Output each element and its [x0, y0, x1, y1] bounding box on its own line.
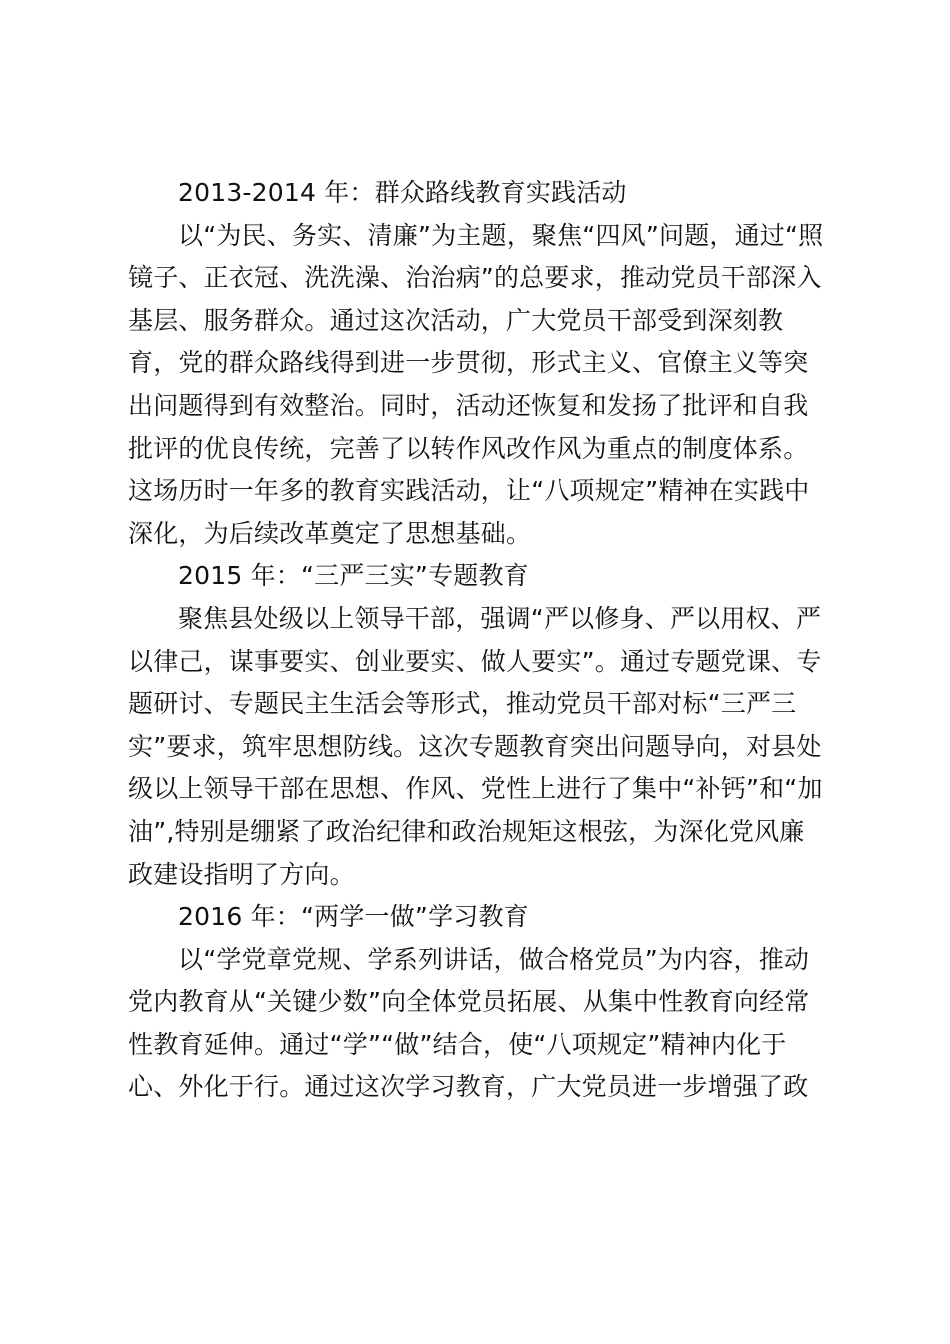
section-heading-2013-2014: 2013-2014 年：群众路线教育实践活动 — [178, 178, 627, 207]
paragraph-line: 心、外化于行。通过这次学习教育，广大党员进一步增强了政 — [128, 1072, 809, 1102]
paragraph-line: 这场历时一年多的教育实践活动，让“八项规定”精神在实践中 — [128, 476, 810, 506]
paragraph-line: 题研讨、专题民主生活会等形式，推动党员干部对标“三严三 — [128, 689, 797, 719]
paragraph-line: 育，党的群众路线得到进一步贯彻，形式主义、官僚主义等突 — [128, 348, 809, 378]
paragraph-line: 镜子、正衣冠、洗洗澡、治治病”的总要求，推动党员干部深入 — [128, 263, 822, 293]
paragraph-line: 实”要求，筑牢思想防线。这次专题教育突出问题导向，对县处 — [128, 731, 822, 761]
paragraph-line: 以律己，谋事要实、创业要实、做人要实”。通过专题党课、专 — [128, 646, 822, 676]
section-heading-2016: 2016 年：“两学一做”学习教育 — [178, 902, 529, 932]
paragraph-line: 以“为民、务实、清廉”为主题，聚焦“四风”问题，通过“照 — [178, 220, 824, 250]
paragraph-line: 深化，为后续改革奠定了思想基础。 — [128, 518, 532, 548]
paragraph-line: 性教育延伸。通过“学”“做”结合，使“八项规定”精神内化于 — [128, 1029, 787, 1059]
paragraph-line: 级以上领导干部在思想、作风、党性上进行了集中“补钙”和“加 — [128, 774, 823, 804]
paragraph-line: 政建设指明了方向。 — [128, 859, 355, 889]
paragraph-line: 批评的优良传统，完善了以转作风改作风为重点的制度体系。 — [128, 433, 809, 463]
paragraph-line: 基层、服务群众。通过这次活动，广大党员干部受到深刻教 — [128, 305, 784, 335]
paragraph-line: 党内教育从“关键少数”向全体党员拓展、从集中性教育向经常 — [128, 987, 810, 1017]
document-body — [128, 172, 838, 1109]
paragraph-line: 油”,特别是绷紧了政治纪律和政治规矩这根弦，为深化党风廉 — [128, 816, 805, 846]
paragraph-line: 以“学党章党规、学系列讲话，做合格党员”为内容，推动 — [178, 944, 810, 974]
section-heading-2015: 2015 年：“三严三实”专题教育 — [178, 561, 529, 591]
paragraph-line: 出问题得到有效整治。同时，活动还恢复和发扬了批评和自我 — [128, 390, 809, 420]
paragraph-line: 聚焦县处级以上领导干部，强调“严以修身、严以用权、严 — [178, 603, 822, 633]
